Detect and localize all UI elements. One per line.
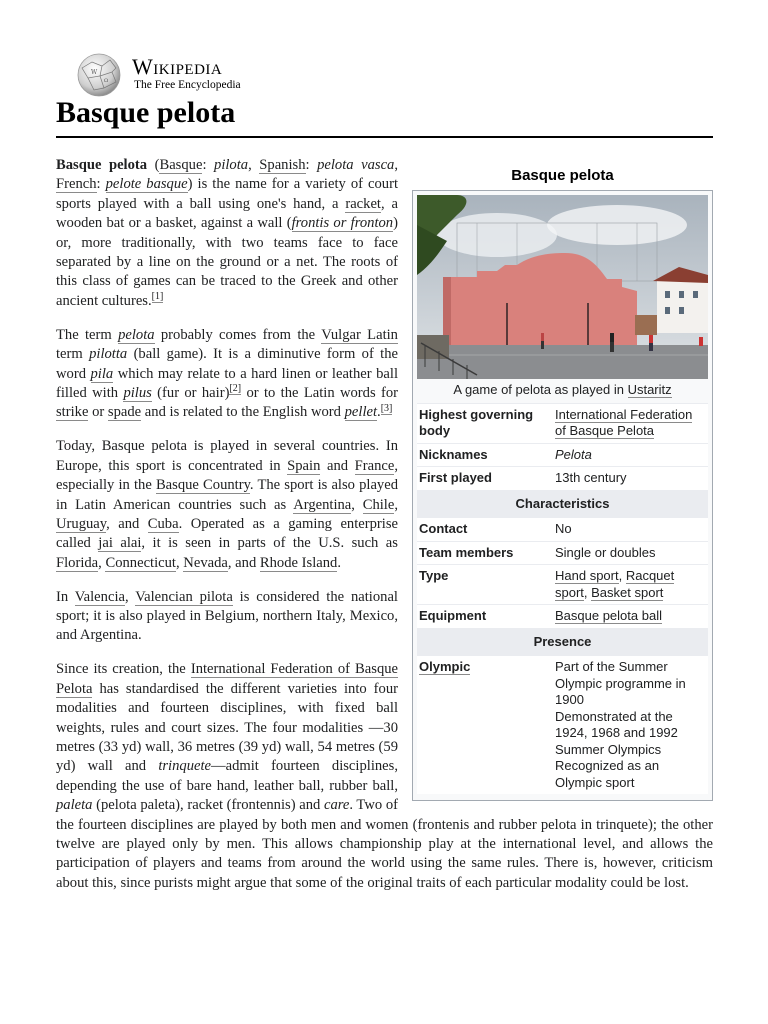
link-basque[interactable]: Basque bbox=[159, 157, 203, 173]
logo-wordmark: Wikipedia bbox=[132, 54, 223, 79]
first-played-value: 13th century bbox=[555, 470, 627, 486]
text-span: ) or, more traditionally, with two teams face to face separated by a line on the ground or a net. The roots of this class of games can be traced to the Greek and other ancient cultures. bbox=[56, 215, 398, 309]
text-span: , a wooden bat or a basket, against a wall ( bbox=[56, 195, 398, 232]
italic-term: trinquete bbox=[158, 758, 212, 775]
article-body bbox=[56, 156, 713, 908]
text-span: , bbox=[176, 554, 184, 571]
link-pelota[interactable]: pelota bbox=[118, 326, 155, 343]
presence-header: Presence bbox=[417, 628, 708, 655]
text-span: , it is seen in parts of the U.S. such as bbox=[141, 535, 398, 552]
nicknames-text: Pelota bbox=[555, 446, 592, 462]
text-span: . The sport is also played in Latin American countries such as bbox=[56, 477, 398, 513]
text-span: . bbox=[337, 554, 341, 571]
text-span: and is related to the English word bbox=[141, 404, 345, 421]
link-basque-country[interactable]: Basque Country bbox=[155, 477, 250, 494]
link-international-federation[interactable]: International Federation of Basque Pelota bbox=[555, 406, 693, 439]
text-span: . Two of the fourteen disciplines are played by both men and women (frontenis and rubber pelota in trinquete); the other twelve are played only by men. This allows championship play at the international level, and allows the participation of players and teams from around the world using the same rules. There is, however, criticism about this, since purists might argue that some of the original traits of each particular modality could be lost. bbox=[56, 797, 713, 891]
infobox-caption: Basque pelota bbox=[511, 167, 614, 184]
type-value bbox=[555, 568, 708, 601]
olympic-line: Recognized as an Olympic sport bbox=[555, 758, 660, 790]
first-played-label: First played bbox=[419, 470, 492, 486]
team-members-label: Team members bbox=[419, 544, 514, 560]
text-span: ) is the name for a variety of court sports played with a ball using one's hand, a bbox=[56, 176, 398, 212]
olympic-value bbox=[555, 659, 708, 791]
link-connecticut[interactable]: Connecticut bbox=[105, 554, 176, 571]
text-span: or to the Latin words for bbox=[241, 384, 399, 401]
nicknames-label: Nicknames bbox=[419, 446, 488, 462]
nicknames-value bbox=[555, 447, 708, 464]
text-span: , bbox=[248, 157, 260, 173]
text-span: : bbox=[96, 176, 106, 193]
text-span: has standardised the different varieties into four modalities and fourteen disciplines, with fixed ball weights, rules and court sizes. The four modalities —30 metres (33 yd) wall, 36 metres (39 yd) wall, 54 metres (59 yd) wall and bbox=[56, 680, 398, 775]
link-spain[interactable]: Spain bbox=[287, 457, 321, 474]
text-span: and bbox=[320, 457, 355, 474]
link-chile[interactable]: Chile bbox=[362, 496, 395, 513]
olympic-line: Demonstrated at the 1924, 1968 and 1992 Summer Olympics bbox=[555, 708, 678, 757]
photo-caption-text: A game of pelota as played in bbox=[453, 382, 628, 398]
text-span: , especially in the bbox=[56, 457, 398, 494]
logo-tagline: The Free Encyclopedia bbox=[134, 79, 241, 91]
infobox-table bbox=[412, 190, 713, 801]
lead-term: Basque pelota bbox=[56, 157, 148, 173]
wikipedia-logo[interactable] bbox=[74, 52, 264, 96]
text-span: , bbox=[351, 496, 363, 513]
link-valencia[interactable]: Valencia bbox=[74, 588, 125, 605]
link-ustaritz[interactable]: Ustaritz bbox=[627, 382, 672, 398]
text-span: , bbox=[394, 157, 398, 173]
link-nevada[interactable]: Nevada bbox=[183, 554, 228, 571]
text-span: The term bbox=[56, 326, 119, 343]
characteristics-header: Characteristics bbox=[417, 490, 708, 517]
olympic-label bbox=[417, 659, 555, 791]
link-vulgar-latin[interactable]: Vulgar Latin bbox=[321, 326, 398, 343]
text-span: (fur or hair) bbox=[151, 384, 230, 401]
link-basque-pelota-ball[interactable]: Basque pelota ball bbox=[555, 608, 662, 624]
infobox-row-contact bbox=[417, 517, 708, 541]
equipment-value bbox=[555, 608, 708, 625]
italic-term: pelota vasca bbox=[317, 157, 395, 173]
infobox-row-team-members bbox=[417, 541, 708, 565]
olympic-line: Part of the Summer Olympic programme in 1900 bbox=[555, 659, 686, 708]
link-french[interactable]: French bbox=[56, 176, 97, 193]
link-pilus[interactable]: pilus bbox=[123, 384, 152, 401]
text-span: , and bbox=[106, 515, 148, 532]
infobox-row-type bbox=[417, 564, 708, 604]
text-span: is considered the national sport; it is also played in Belgium, northern Italy, Mexico, and Argentina. bbox=[56, 588, 398, 644]
link-pelote-basque[interactable]: pelote basque bbox=[105, 176, 188, 193]
text-span: which may relate to a hard linen or leather ball filled with bbox=[56, 365, 398, 401]
equipment-label: Equipment bbox=[419, 608, 487, 624]
link-basket-sport[interactable]: Basket sport bbox=[591, 584, 664, 600]
reference-2[interactable]: [2] bbox=[229, 383, 242, 395]
link-pila[interactable]: pila bbox=[90, 365, 114, 382]
link-hand-sport[interactable]: Hand sport bbox=[555, 568, 619, 584]
infobox-row-first-played bbox=[417, 466, 708, 490]
italic-term: pilota bbox=[214, 157, 249, 173]
link-uruguay[interactable]: Uruguay bbox=[56, 515, 107, 532]
page-title: Basque pelota bbox=[56, 96, 236, 129]
reference-1[interactable]: [1] bbox=[151, 290, 164, 302]
contact-label: Contact bbox=[419, 521, 468, 537]
link-jai-alai[interactable]: jai alai bbox=[98, 535, 142, 552]
link-argentina[interactable]: Argentina bbox=[293, 496, 352, 513]
text-span: probably comes from the bbox=[154, 326, 322, 343]
photo-caption bbox=[417, 379, 708, 402]
link-fronton[interactable]: frontis or fronton bbox=[291, 215, 394, 232]
infobox-row-equipment bbox=[417, 604, 708, 628]
link-cuba[interactable]: Cuba bbox=[147, 515, 179, 532]
link-racket[interactable]: racket bbox=[345, 195, 381, 212]
reference-3[interactable]: [3] bbox=[380, 402, 393, 414]
text-span: —admit fourteen disciplines, depending the use of bare hand, leather ball, rubber ball, bbox=[56, 758, 398, 794]
text-span: (ball game). It is a diminutive form of the word bbox=[56, 346, 398, 382]
infobox bbox=[412, 160, 713, 801]
type-label: Type bbox=[419, 568, 449, 584]
pelota-court-photo[interactable] bbox=[417, 195, 708, 379]
type-separator: , bbox=[618, 568, 626, 584]
italic-term: pilotta bbox=[89, 346, 128, 363]
text-span: term bbox=[56, 346, 90, 363]
link-valencian-pilota[interactable]: Valencian pilota bbox=[135, 588, 233, 605]
wikipedia-globe-icon bbox=[74, 52, 124, 98]
italic-term: care bbox=[323, 797, 350, 814]
svg-text:Ω: Ω bbox=[104, 78, 109, 84]
text-span: (pelota paleta), racket (frontennis) and bbox=[92, 797, 324, 814]
text-span: In bbox=[56, 588, 75, 605]
text-span: : bbox=[202, 157, 215, 173]
contact-value: No bbox=[555, 521, 572, 537]
link-france[interactable]: France bbox=[354, 457, 395, 474]
text-span: , bbox=[394, 496, 398, 513]
link-rhode-island[interactable]: Rhode Island bbox=[259, 554, 338, 571]
svg-text:W: W bbox=[91, 69, 98, 76]
italic-term: paleta bbox=[56, 797, 93, 814]
text-span: , bbox=[124, 588, 136, 605]
text-span: ( bbox=[147, 157, 160, 173]
infobox-row-governing-body bbox=[417, 403, 708, 443]
text-span: . Operated as a gaming enterprise called bbox=[56, 515, 398, 552]
text-span: , bbox=[98, 554, 106, 571]
text-span: or bbox=[88, 404, 108, 421]
text-span: . bbox=[377, 404, 381, 421]
link-international-federation-of-basque-pelota[interactable]: International Federation of Basque Pelota bbox=[56, 661, 399, 697]
governing-body-label: Highest governing body bbox=[419, 406, 534, 439]
text-span: : bbox=[305, 157, 318, 173]
link-olympic[interactable]: Olympic bbox=[419, 659, 471, 675]
link-strike[interactable]: strike bbox=[56, 404, 89, 421]
link-spade[interactable]: spade bbox=[107, 404, 142, 421]
link-racquet-sport[interactable]: Racquet sport bbox=[555, 568, 675, 600]
type-separator: , bbox=[583, 584, 592, 600]
link-florida[interactable]: Florida bbox=[56, 554, 99, 571]
infobox-row-nicknames bbox=[417, 443, 708, 467]
link-spanish[interactable]: Spanish bbox=[259, 157, 306, 173]
link-pellet[interactable]: pellet bbox=[344, 404, 378, 421]
infobox-row-olympic bbox=[417, 655, 708, 794]
text-span: , and bbox=[227, 554, 260, 571]
governing-body-value bbox=[555, 407, 708, 440]
team-members-value: Single or doubles bbox=[555, 544, 656, 560]
text-span: Today, Basque pelota is played in several countries. In Europe, this sport is concentrated in bbox=[56, 438, 398, 474]
text-span: Since its creation, the bbox=[56, 661, 191, 678]
title-divider bbox=[56, 136, 713, 138]
